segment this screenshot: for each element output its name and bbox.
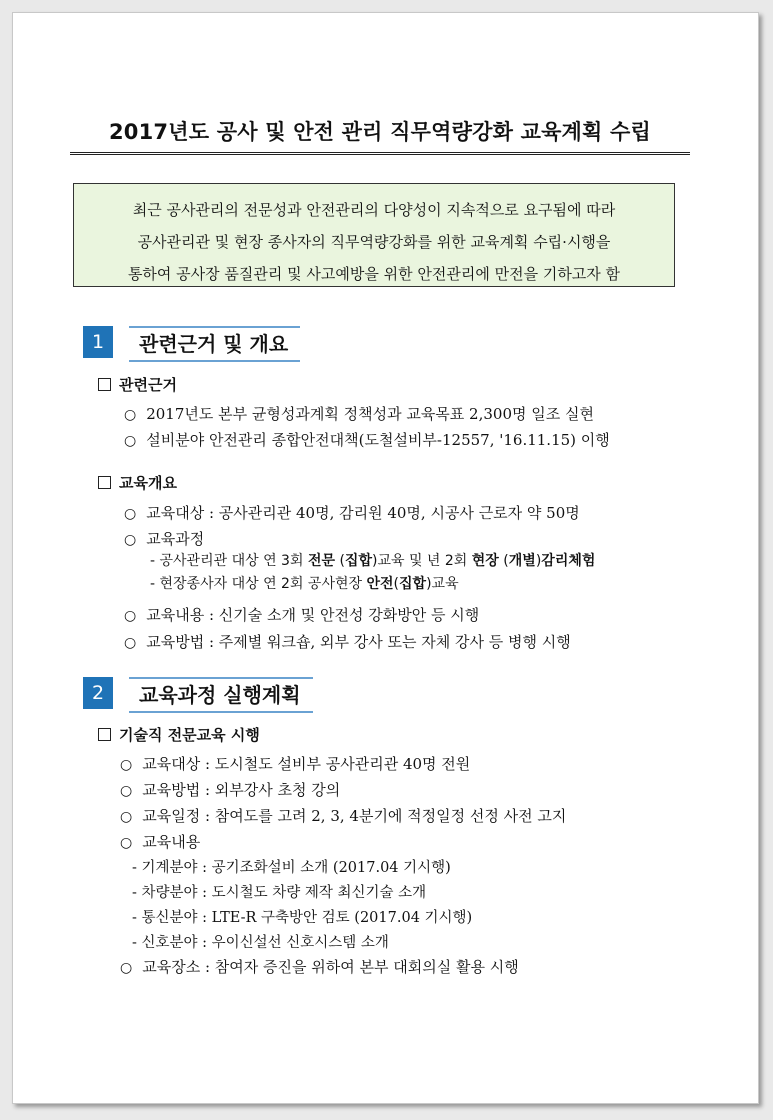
section-title: 관련근거 및 개요 xyxy=(129,326,300,362)
content-detail-line: - 통신분야 : LTE-R 구축방안 검토 (2017.04 기시행) xyxy=(132,910,473,926)
circle-bullet-icon: ○ xyxy=(124,635,137,651)
subheading-tech xyxy=(98,724,260,745)
circle-bullet-icon: ○ xyxy=(120,809,133,825)
subheading-basis xyxy=(98,374,177,395)
summary-line: 공사관리관 및 현장 종사자의 직무역량강화를 위한 교육계획 수립·시행을 xyxy=(137,233,611,251)
circle-bullet-icon: ○ xyxy=(124,532,137,548)
list-item: ○ 설비분야 안전관리 종합안전대책(도철설비부-12557, '16.11.15) 이행 xyxy=(124,431,610,449)
subheading-label: 관련근거 xyxy=(119,376,177,394)
summary-line: 통하여 공사장 품질관리 및 사고예방을 위한 안전관리에 만전을 기하고자 함 xyxy=(127,265,621,283)
list-item: ○ 교육대상 : 공사관리관 40명, 감리원 40명, 시공사 근로자 약 50명 xyxy=(124,504,580,522)
list-item: ○ 교육과정 xyxy=(124,530,205,548)
section-number: 2 xyxy=(83,677,113,709)
subheading-label: 교육개요 xyxy=(119,474,177,492)
list-item: ○ 교육방법 : 주제별 워크숍, 외부 강사 또는 자체 강사 등 병행 시행 xyxy=(124,633,571,651)
circle-bullet-icon: ○ xyxy=(120,783,133,799)
content-detail-line: - 차량분야 : 도시철도 차량 제작 최신기술 소개 xyxy=(132,885,427,901)
circle-bullet-icon: ○ xyxy=(124,608,137,624)
list-item: ○ 교육장소 : 참여자 증진을 위하여 본부 대회의실 활용 시행 xyxy=(120,958,519,976)
subheading-label: 기술직 전문교육 시행 xyxy=(119,726,260,744)
circle-bullet-icon: ○ xyxy=(120,960,133,976)
course-detail-line: - 공사관리관 대상 연 3회 전문 (집합)교육 및 년 2회 현장 (개별)감리체험 xyxy=(150,553,596,569)
checkbox-square-icon xyxy=(98,728,111,741)
list-item: ○ 교육일정 : 참여도를 고려 2, 3, 4분기에 적정일정 선정 사전 고지 xyxy=(120,807,567,825)
summary-line: 최근 공사관리의 전문성과 안전관리의 다양성이 지속적으로 요구됨에 따라 xyxy=(132,201,616,219)
checkbox-square-icon xyxy=(98,378,111,391)
list-item: ○ 교육방법 : 외부강사 초청 강의 xyxy=(120,781,341,799)
circle-bullet-icon: ○ xyxy=(124,433,137,449)
list-item: ○ 교육대상 : 도시철도 설비부 공사관리관 40명 전원 xyxy=(120,755,471,773)
list-item: ○ 교육내용 : 신기술 소개 및 안전성 강화방안 등 시행 xyxy=(124,606,480,624)
page-title: 2017년도 공사 및 안전 관리 직무역량강화 교육계획 수립 xyxy=(70,116,690,155)
list-item: ○ 2017년도 본부 균형성과계획 정책성과 교육목표 2,300명 일조 실현 xyxy=(124,405,594,423)
content-detail-line: - 기계분야 : 공기조화설비 소개 (2017.04 기시행) xyxy=(132,860,451,876)
section-number: 1 xyxy=(83,326,113,358)
circle-bullet-icon: ○ xyxy=(120,835,133,851)
checkbox-square-icon xyxy=(98,476,111,489)
course-detail-line: - 현장종사자 대상 연 2회 공사현장 안전(집합)교육 xyxy=(150,576,459,592)
summary-box xyxy=(73,183,675,287)
list-item: ○ 교육내용 xyxy=(120,833,201,851)
subheading-overview xyxy=(98,472,177,493)
circle-bullet-icon: ○ xyxy=(124,407,137,423)
circle-bullet-icon: ○ xyxy=(120,757,133,773)
circle-bullet-icon: ○ xyxy=(124,506,137,522)
section-title: 교육과정 실행계획 xyxy=(129,677,313,713)
content-detail-line: - 신호분야 : 우이신설선 신호시스템 소개 xyxy=(132,935,389,951)
